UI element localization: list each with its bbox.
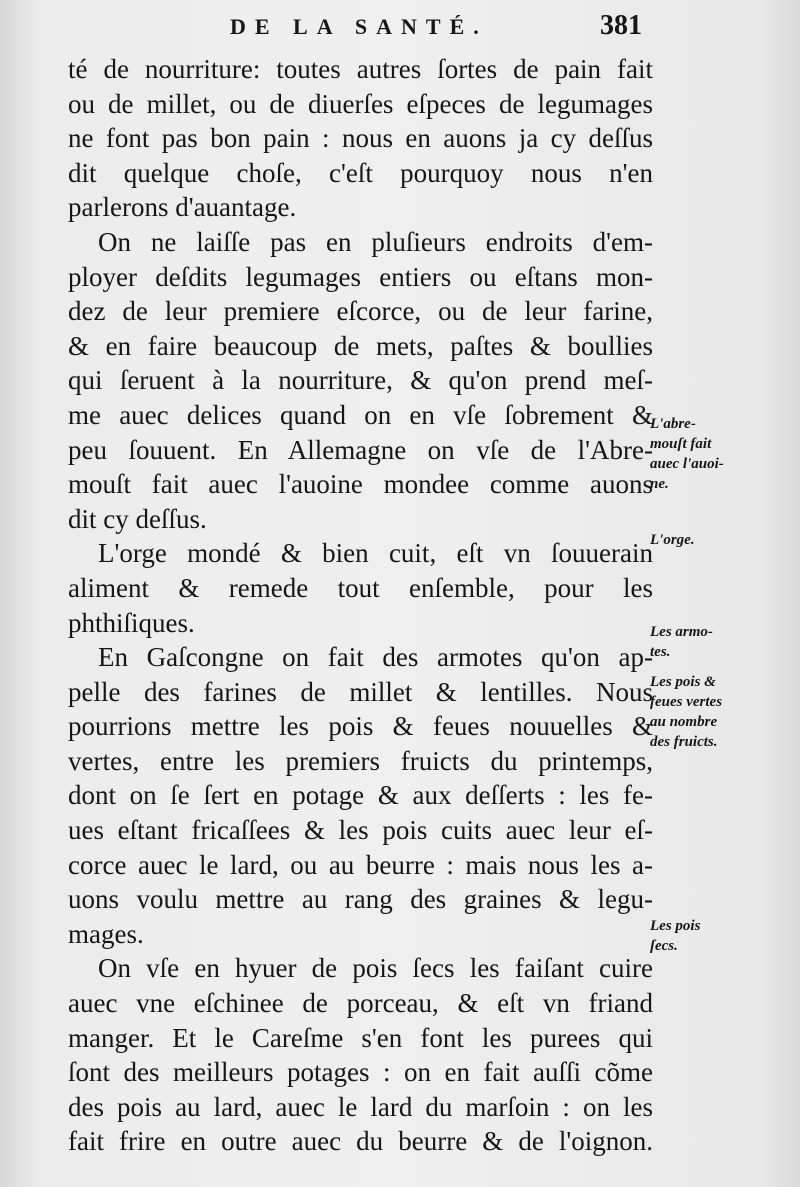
- text-line: ployer deſdits legumages entiers ou eſtans mon-: [68, 261, 653, 292]
- text-line: té de nourriture: toutes autres ſortes de pain fait: [68, 54, 653, 84]
- text-line: fait frire en outre auec du beurre & de l'oignon.: [68, 1126, 653, 1157]
- text-line: dit cy deſſus.: [68, 503, 207, 534]
- margin-note-line: Les armo-: [650, 624, 713, 640]
- margin-note-line: auec l'auoi-: [650, 456, 724, 472]
- text-line: manger. Et le Careſme s'en font les purees qui: [68, 1022, 653, 1053]
- text-line: dont on ſe ſert en potage & aux deſſerts : les fe-: [68, 780, 653, 811]
- text-line: dez de leur premiere eſcorce, ou de leur farine,: [68, 296, 653, 327]
- text-line: ne font pas bon pain : nous en auons ja cy deſſus: [68, 123, 653, 154]
- page-number: 381: [600, 10, 642, 41]
- text-line: ſont des meilleurs potages : on en fait auſſi cõme: [68, 1057, 653, 1088]
- margin-note-line: mouſt fait: [650, 436, 712, 452]
- margin-note-line: tes.: [650, 644, 671, 660]
- text-line: & en faire beaucoup de mets, paſtes & boullies: [68, 330, 653, 361]
- text-line: vertes, entre les premiers fruicts du printemps,: [68, 745, 653, 776]
- margin-note-line: Les pois &: [650, 674, 716, 690]
- margin-note-armotes: [650, 622, 713, 662]
- running-title: DE LA SANTÉ.: [230, 14, 488, 39]
- margin-note-line: L'orge.: [650, 532, 695, 548]
- margin-note-line: ne.: [650, 476, 669, 492]
- text-line: uons voulu mettre au rang des graines & legu-: [68, 884, 653, 915]
- text-line: On vſe en hyuer de pois ſecs les faiſant cuire: [98, 953, 653, 984]
- text-line: L'orge mondé & bien cuit, eſt vn ſouuerain: [98, 538, 653, 569]
- text-line: pourrions mettre les pois & feues nouuelles &: [68, 711, 653, 742]
- text-line: peu ſouuent. En Allemagne on vſe de l'Abre-: [68, 434, 653, 465]
- text-line: dit quelque choſe, c'eſt pourquoy nous n'en: [68, 157, 653, 188]
- text-line: auec vne eſchinee de porceau, & eſt vn friand: [68, 988, 653, 1019]
- text-line: ues eſtant fricaſſees & les pois cuits auec leur eſ-: [68, 815, 653, 846]
- text-line: ou de millet, ou de diuerſes eſpeces de legumages: [68, 88, 653, 119]
- margin-note-pois-feues: [650, 672, 722, 752]
- text-line: En Gaſcongne on fait des armotes qu'on ap-: [98, 642, 653, 673]
- margin-note-line: L'abre-: [650, 416, 696, 432]
- text-line: qui ſeruent à la nourriture, & qu'on prend meſ-: [68, 365, 653, 396]
- text-line: parlerons d'auantage.: [68, 192, 297, 223]
- margin-note-line: Les pois: [650, 918, 701, 934]
- margin-note-line: ſecs.: [650, 938, 678, 954]
- text-line: des pois au lard, auec le lard du marſoin : on les: [68, 1091, 653, 1122]
- text-line: me auec delices quand on en vſe ſobrement &: [68, 399, 653, 430]
- margin-note-abremoust: [650, 414, 724, 494]
- margin-note-pois-secs: [650, 916, 700, 956]
- margin-note-line: au nombre: [650, 714, 718, 730]
- margin-note-line: des fruicts.: [650, 734, 718, 750]
- text-line: aliment & remede tout enſemble, pour les: [68, 572, 653, 603]
- margin-note-line: feues vertes: [650, 694, 723, 710]
- text-line: mages.: [68, 918, 144, 949]
- text-line: pelle des farines de millet & lentilles. Nous: [68, 676, 653, 707]
- text-line: phthiſiques.: [68, 607, 195, 638]
- text-line: On ne laiſſe pas en pluſieurs endroits d'em-: [98, 226, 653, 257]
- text-line: mouſt fait auec l'auoine mondee comme auons: [68, 469, 653, 500]
- text-line: corce auec le lard, ou au beurre : mais nous les a-: [68, 849, 653, 880]
- margin-note-orge: [650, 530, 695, 550]
- body-text: [68, 52, 653, 1159]
